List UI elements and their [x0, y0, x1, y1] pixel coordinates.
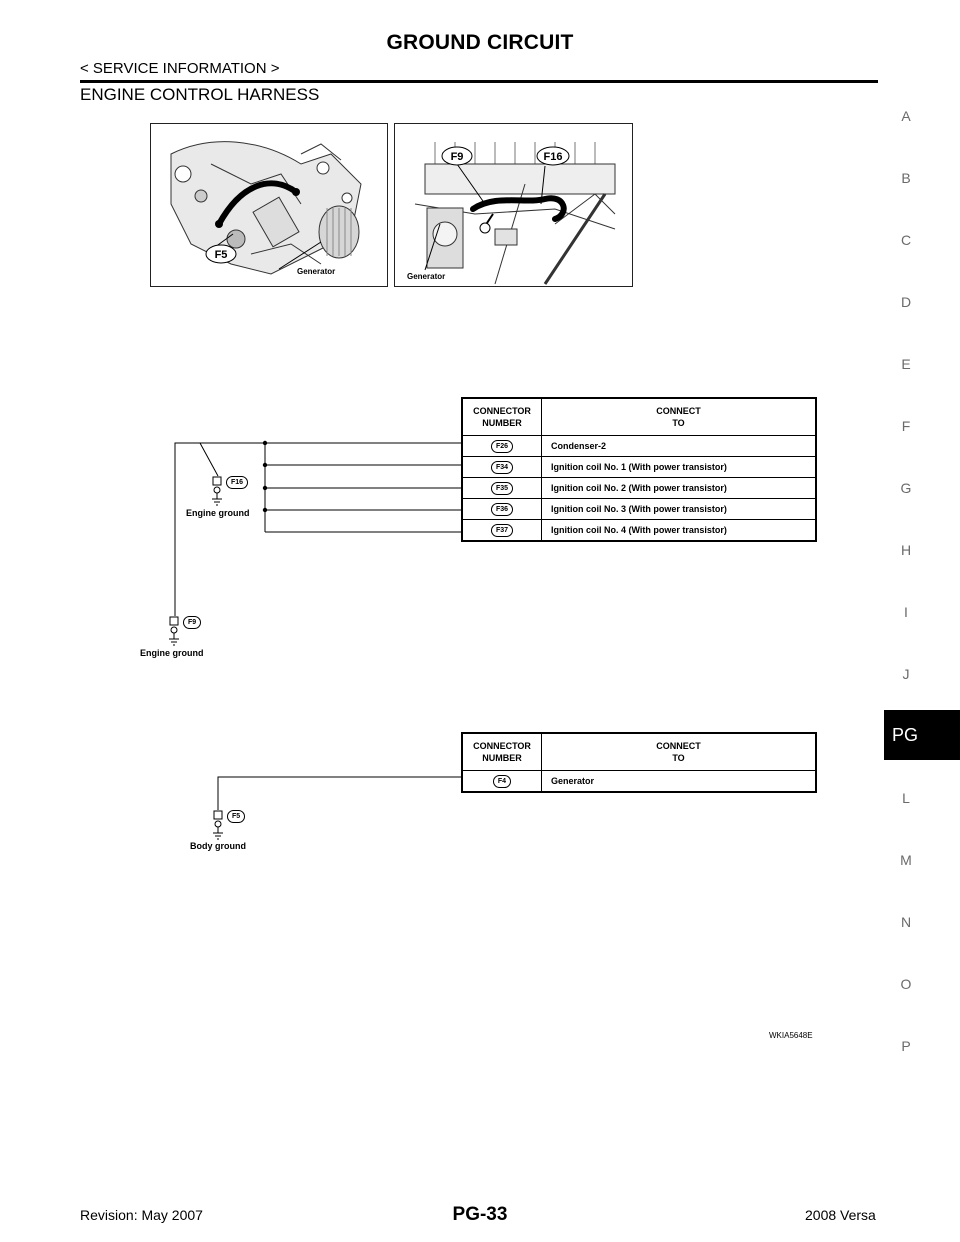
table-header-row — [463, 734, 815, 770]
connector-table-2 — [461, 732, 817, 793]
index-letter-g[interactable]: G — [900, 480, 912, 496]
header-connector-number: CONNECTOR NUMBER — [463, 399, 542, 435]
section-heading: ENGINE CONTROL HARNESS — [80, 85, 320, 104]
ground-connector-f9: F9 — [183, 616, 201, 629]
photo-callout-f9: F9 — [450, 151, 464, 163]
connector-pill: F4 — [493, 775, 511, 788]
header-connect-to: CONNECT TO — [656, 406, 701, 428]
ground-symbol-f16 — [212, 477, 222, 505]
figure-id: WKIA5648E — [769, 1031, 813, 1040]
table-row — [463, 456, 815, 477]
index-letter-i[interactable]: I — [904, 604, 908, 620]
ground-connector-f5: F5 — [227, 810, 245, 823]
ground-connector-f16: F16 — [226, 476, 248, 489]
index-letter-e[interactable]: E — [901, 356, 911, 372]
photo-callout-f5: F5 — [214, 249, 228, 261]
table-row — [463, 498, 815, 519]
index-letter-o[interactable]: O — [900, 976, 912, 992]
index-letter-m[interactable]: M — [900, 852, 912, 868]
table-row — [463, 519, 815, 540]
index-letter-n[interactable]: N — [900, 914, 912, 930]
ground-label-f5: Body ground — [190, 841, 246, 851]
photo-callout-f16: F16 — [543, 151, 563, 163]
footer-model: 2008 Versa — [805, 1207, 876, 1223]
index-letter-f[interactable]: F — [901, 418, 911, 434]
connector-pill: F35 — [491, 482, 513, 495]
wire-f9-trunk — [175, 443, 462, 616]
footer-revision: Revision: May 2007 — [80, 1207, 203, 1223]
section-label: < SERVICE INFORMATION > — [80, 60, 280, 77]
ground-label-f9: Engine ground — [140, 648, 204, 658]
table-row — [463, 770, 815, 791]
ground-symbol-f9 — [169, 617, 179, 645]
index-letter-d[interactable]: D — [900, 294, 912, 310]
photo-label-generator-left: Generator — [297, 267, 336, 276]
connector-pill: F34 — [491, 461, 513, 474]
index-letter-p[interactable]: P — [901, 1038, 911, 1054]
page-title: GROUND CIRCUIT — [386, 31, 574, 54]
connector-pill: F36 — [491, 503, 513, 516]
index-letter-b[interactable]: B — [901, 170, 911, 186]
header-connector-number: CONNECTOR NUMBER — [463, 734, 542, 770]
wire-f5-trunk — [218, 777, 462, 810]
table-row — [463, 435, 815, 456]
index-letter-h[interactable]: H — [900, 542, 912, 558]
footer-page-number: PG-33 — [452, 1204, 508, 1225]
connector-pill: F37 — [491, 524, 513, 537]
index-letter-c[interactable]: C — [900, 232, 912, 248]
table-header-row — [463, 399, 815, 435]
connect-to-cell: Generator — [551, 776, 595, 786]
connect-to-cell: Ignition coil No. 1 (With power transistor) — [551, 462, 727, 472]
photo-label-generator-right: Generator — [407, 272, 446, 281]
ground-symbol-f5 — [213, 811, 223, 839]
connect-to-cell: Ignition coil No. 2 (With power transistor) — [551, 483, 727, 493]
connector-table-1 — [461, 397, 817, 542]
ground-label-f16: Engine ground — [186, 508, 250, 518]
connect-to-cell: Ignition coil No. 4 (With power transistor) — [551, 525, 727, 535]
index-letter-l[interactable]: L — [902, 790, 910, 806]
table-row — [463, 477, 815, 498]
connector-pill: F26 — [491, 440, 513, 453]
header-connect-to: CONNECT TO — [656, 741, 701, 763]
index-letter-j[interactable]: J — [902, 666, 910, 682]
index-tab-pg-active[interactable]: PG — [884, 710, 960, 760]
connect-to-cell: Condenser-2 — [551, 441, 607, 451]
wire-f16-branch — [200, 443, 265, 476]
connect-to-cell: Ignition coil No. 3 (With power transistor) — [551, 504, 727, 514]
index-letter-a[interactable]: A — [901, 108, 911, 124]
